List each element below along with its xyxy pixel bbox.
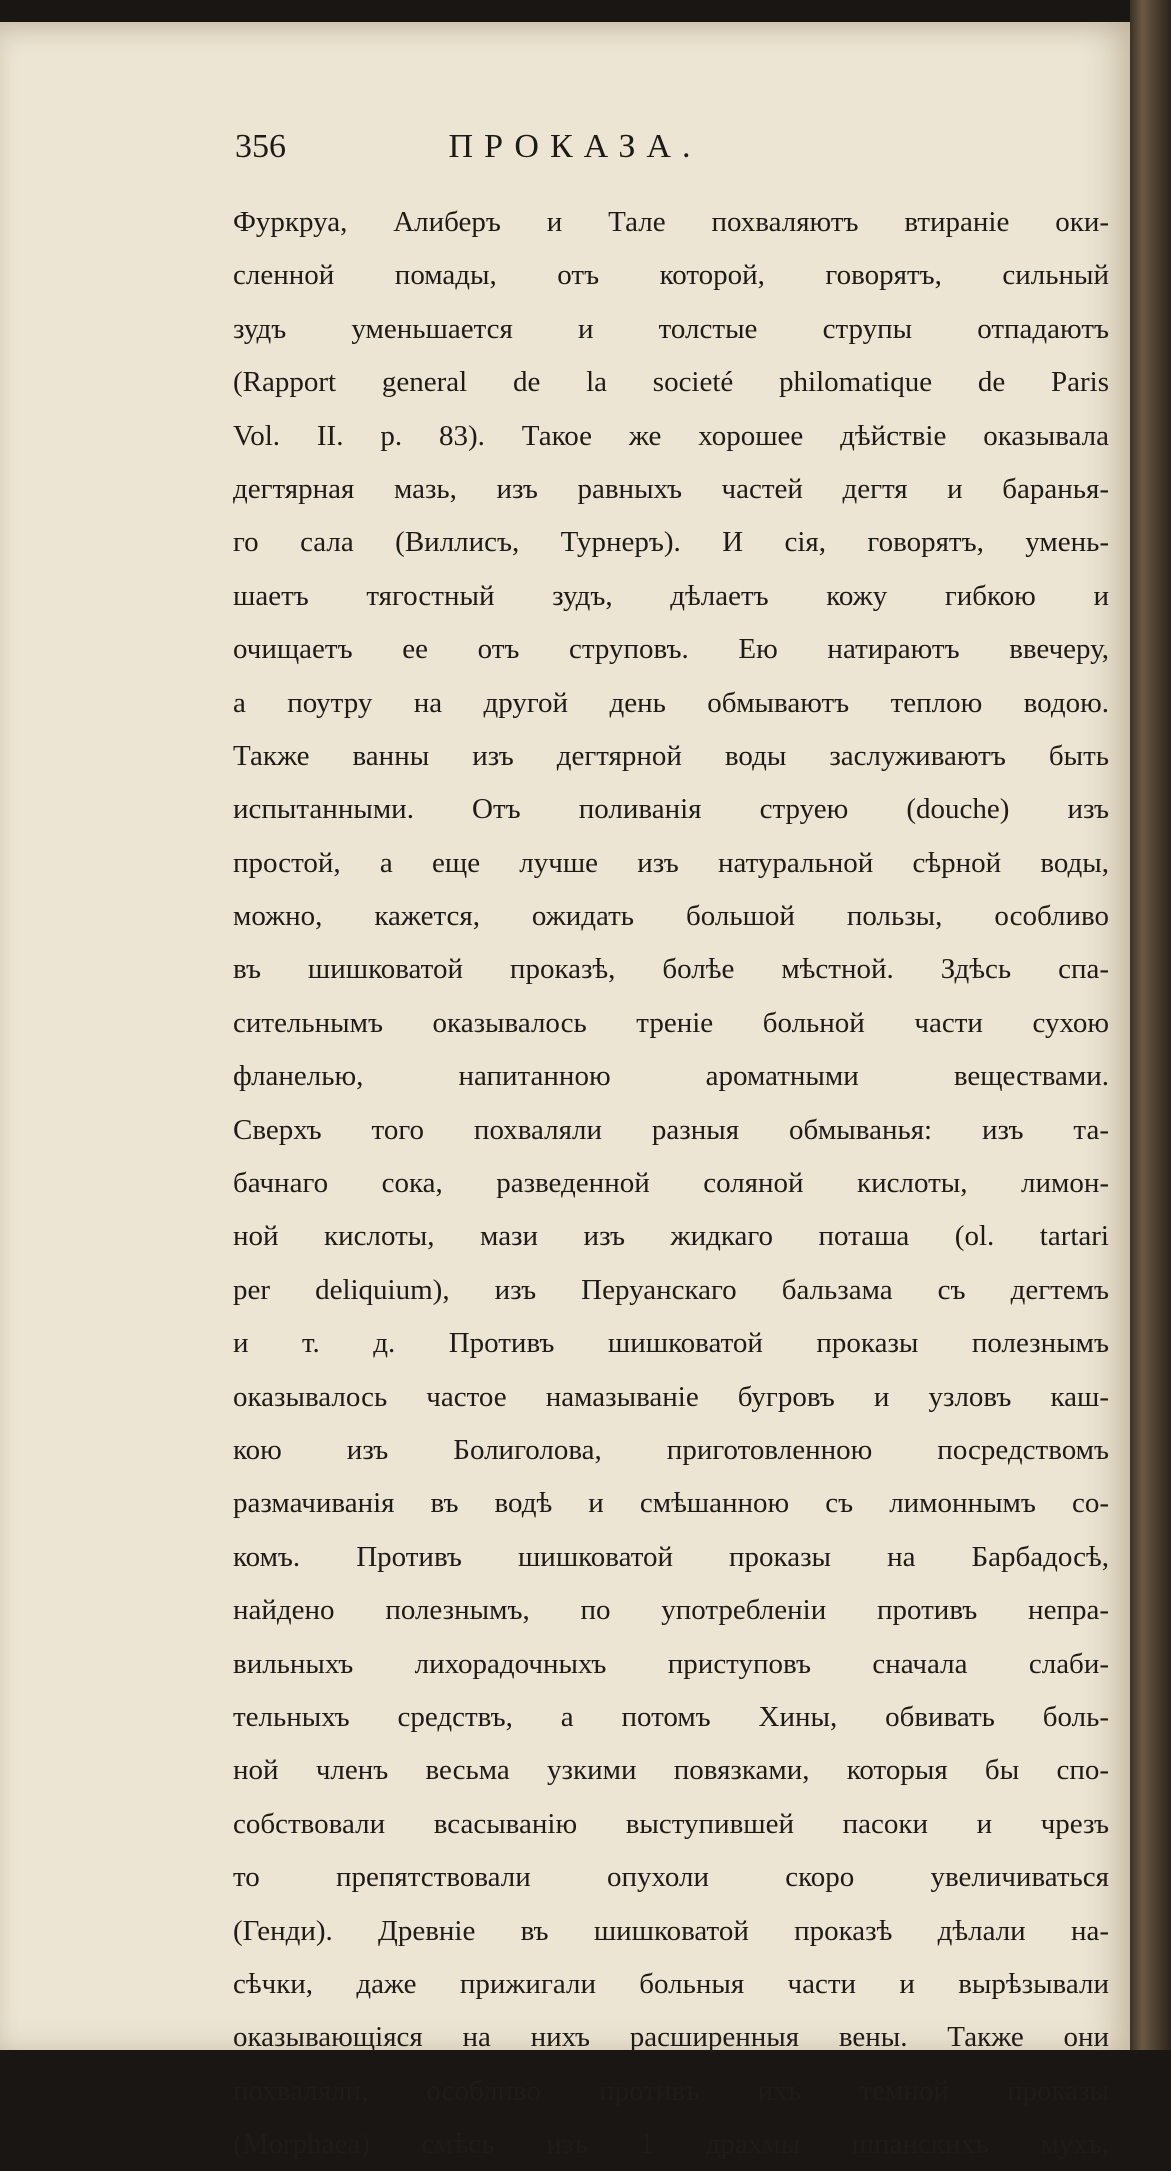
- text-line: оказывающiяся на нихъ расширенныя вены. Также они: [233, 2021, 1109, 2054]
- text-line: тельныхъ средствъ, а потомъ Хины, обвивать боль-: [233, 1700, 1109, 1733]
- text-line: размачиванiя въ водѣ и смѣшанною съ лимоннымъ со-: [233, 1487, 1109, 1520]
- text-line: а поутру на другой день обмываютъ теплою водою.: [233, 686, 1109, 719]
- page-edge: [1130, 0, 1171, 2050]
- page-header: [235, 128, 855, 172]
- text-line: сительнымъ оказывалось тренiе больной части сухою: [233, 1006, 1109, 1039]
- text-line: per deliquium), изъ Перуанскаго бальзама съ дегтемъ: [233, 1273, 1109, 1306]
- text-line: собствовали всасыванiю выступившей пасоки и чрезъ: [233, 1807, 1109, 1840]
- text-line: го сала (Виллисъ, Турнеръ). И сiя, говорятъ, умень-: [233, 526, 1109, 559]
- running-title: ПРОКАЗА.: [448, 128, 702, 165]
- text-line: шаетъ тягостный зудъ, дѣлаетъ кожу гибкою и: [233, 579, 1109, 612]
- text-line: можно, кажется, ожидать большой пользы, особливо: [233, 900, 1109, 933]
- text-line: фланелью, напитанною ароматными веществами.: [233, 1060, 1109, 1093]
- text-line: простой, а еще лучше изъ натуральной сѣрной воды,: [233, 846, 1109, 879]
- text-line: Фуркруа, Алиберъ и Тале похваляютъ втиранiе оки-: [233, 206, 1109, 238]
- text-line: похваляли, особливо противъ ихъ темной проказы: [233, 2074, 1109, 2107]
- text-line: Также ванны изъ дегтярной воды заслуживаютъ быть: [233, 739, 1109, 772]
- text-line: комъ. Противъ шишковатой проказы на Барбадосѣ,: [233, 1540, 1109, 1573]
- text-line: (Генди). Древнiе въ шишковатой проказѣ дѣлали на-: [233, 1914, 1109, 1947]
- text-line: испытанными. Отъ поливанiя струею (douche) изъ: [233, 793, 1109, 826]
- text-line: ной членъ весьма узкими повязками, которыя бы спо-: [233, 1754, 1109, 1787]
- text-line: найдено полезнымъ, по употребленiи противъ непра-: [233, 1594, 1109, 1627]
- text-line: очищаетъ ее отъ струповъ. Ею натираютъ ввечеру,: [233, 633, 1109, 666]
- text-line: дегтярная мазь, изъ равныхъ частей дегтя и баранья-: [233, 472, 1109, 505]
- text-line: оказывалось частое намазыванiе бугровъ и узловъ каш-: [233, 1380, 1109, 1413]
- text-line: Vol. II. p. 83). Такое же хорошее дѣйствiе оказывала: [233, 419, 1109, 452]
- text-line: сленной помады, отъ которой, говорятъ, сильный: [233, 259, 1109, 292]
- page-number: 356: [235, 128, 286, 165]
- text-line: Сверхъ того похваляли разныя обмыванья: изъ та-: [233, 1113, 1109, 1146]
- text-line: (Morphaea) смѣсь изъ 1 драхмы шпанскихъ мухъ,: [233, 2128, 1109, 2161]
- text-line: ной кислоты, мази изъ жидкаго поташа (ol. tartari: [233, 1220, 1109, 1253]
- text-line: зудъ уменьшается и толстые струпы отпадаютъ: [233, 312, 1109, 345]
- text-line: (Rapport general de la societé philomatique de Paris: [233, 366, 1109, 399]
- text-line: кою изъ Болиголова, приготовленною посредствомъ: [233, 1433, 1109, 1466]
- text-line: то препятствовали опухоли скоро увеличиваться: [233, 1861, 1109, 1894]
- body-text: [233, 196, 1109, 2171]
- text-line: бачнаго сока, разведенной соляной кислоты, лимон-: [233, 1167, 1109, 1200]
- text-line: и т. д. Противъ шишковатой проказы полезнымъ: [233, 1327, 1109, 1360]
- text-line: сѣчки, даже прижигали больныя части и вырѣзывали: [233, 1967, 1109, 2000]
- text-line: въ шишковатой проказѣ, болѣе мѣстной. Здѣсь спа-: [233, 953, 1109, 986]
- text-line: вильныхъ лихорадочныхъ приступовъ сначала слаби-: [233, 1647, 1109, 1680]
